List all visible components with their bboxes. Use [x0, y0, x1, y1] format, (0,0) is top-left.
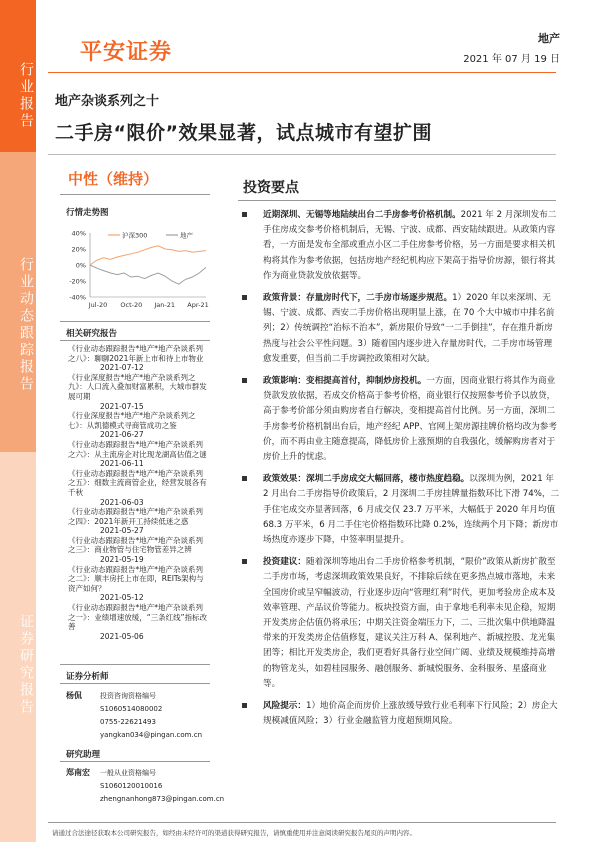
- sidebar-report-class: 证券研究报告: [0, 452, 36, 842]
- legend-label: 地产: [180, 231, 193, 240]
- point-body: 1）地价高企而房价上涨放缓导致行业毛利率下行风险；2）房企大规模减值风险；3）行业金融监管力度超预期风险。: [263, 701, 558, 727]
- analyst-info: [66, 689, 202, 742]
- reports-divider-top: [60, 321, 210, 322]
- point-body: 以深圳为例，2021 年 2 月出台二手房指导价政策后，2 月深圳二手房挂牌量指数环比下滑 74%，二手住宅成交亦显著回落，6 月成交仅 23.7 万平米，大幅低于 2020 年月均值 68.3 万平米，6 月二手住宅价格指数环比降 0.2%，连续两个月下降；新房市场热度亦逐步下降，中签率明显提升。: [263, 474, 560, 546]
- assistant-line: S1060120010016: [100, 782, 163, 790]
- rating-divider: [60, 194, 210, 195]
- point-heading: 政策影响：变相提高首付，抑制炒房投机。: [263, 376, 427, 387]
- analyst-line: 0755-22621493: [100, 718, 156, 726]
- x-tick-label: Jan-21: [154, 301, 175, 309]
- assistant-section-title: 研究助理: [66, 750, 101, 760]
- related-report-title: 《行业动态跟踪报告*地产*地产杂谈系列之三》：商业物管与住宅物管差异之辨: [68, 535, 203, 555]
- related-report-title: 《行业动态跟踪报告*地产*地产杂谈系列之六》：从主流房企对比现龙湖高估值之谜: [68, 439, 207, 459]
- assistant-name: 郑南宏: [66, 768, 90, 777]
- title-divider: [48, 154, 556, 155]
- y-tick-label: -40%: [69, 293, 86, 302]
- point-body: 2021 年 2 月深圳发布二手住房成交参考价格机制后，无锡、宁波、成都、西安陆续跟进。从政策内容看，一方面是发布全部或重点小区二手住房参考价格，另一方面是要求相关机构将其作为参考依据，包括房地产经纪机构应下架高于指导价房源，银行将其作为商业贷款发放依据等。: [263, 210, 557, 281]
- investment-point: [238, 208, 560, 284]
- investment-point: [238, 374, 560, 465]
- related-report-date: 2021-05-12: [100, 593, 144, 603]
- assistant-line: 一般从业资格编号: [100, 769, 156, 777]
- y-tick-label: 0%: [75, 261, 86, 270]
- point-body: 1）2020 年以来深圳、无锡、宁波、成都、西安二手房价格出现明显上涨，在 70 个大中城市中排名前列；2）传统调控“治标不治本”，新房限价导致“一二手倒挂”，存在推升新房热度与社会公平性问题。3）随着国内逐步进入存量房时代，二手房市场管理愈发重要，但当前二手房调控政策相对欠缺。: [263, 293, 555, 364]
- investment-title: 投资要点: [243, 180, 299, 196]
- point-body: 随着深圳等地出台二手房价格参考机制，“限价”政策从新房扩散至二手房市场，考虑深圳政策效果良好，不排除后续在更多热点城市落地，未来全国房价或呈窄幅波动，行业逐步迈向“管理红利”时代，更加考验房企成本及效率管理、产品议价等能力。板块投资方面，由于拿地毛利率未见企稳，短期开发类房企估值仍将承压；中期关注资金端压力下，二、三批次集中供地降温带来的开发类房企估值修复，建议关注万科 A、保利地产、新城控股、龙光集团等；相比开发类房企，我们更看好具备行业空间广阔、业绩及规模维持高增的物管龙头，如碧桂园服务、融创服务、新城悦服务、金科服务、星盛商业等。: [263, 557, 556, 689]
- assistant-divider: [60, 761, 210, 762]
- sidebar-report-type: 行业报告: [0, 0, 36, 152]
- related-reports-title: 相关研究报告: [66, 329, 118, 339]
- related-report-date: 2021-05-27: [100, 526, 144, 536]
- sidebar: [0, 0, 36, 842]
- series-line: [90, 265, 206, 284]
- analyst-email: yangkan034@pingan.com.cn: [100, 731, 203, 739]
- analyst-divider: [60, 683, 210, 684]
- point-heading: 投资建议：: [263, 557, 306, 568]
- related-report-title: 《行业深度报告*地产*地产杂谈系列之九》：人口流入叠加财富累积，大城市群发展可期: [68, 372, 207, 401]
- analyst-section-title: 证券分析师: [66, 672, 109, 682]
- y-tick-label: 40%: [71, 229, 86, 238]
- related-report-date: 2021-06-03: [100, 497, 144, 507]
- footer-disclaimer: 请通过合法途径获取本公司研究报告，如经由未经许可的渠道获得研究报告，请慎重使用并注意阅读研究报告尾页的声明内容。: [52, 829, 416, 837]
- assistant-info: [66, 766, 224, 806]
- assistant-email: zhengnanhong873@pingan.com.cn: [100, 795, 225, 803]
- bullet-square-icon: [242, 378, 247, 383]
- related-report-title: 《行业动态跟踪报告*地产*地产杂谈系列之一》：业绩增速放缓，“三条红线”指标改善: [68, 603, 208, 632]
- page-title: 二手房“限价”效果显著，试点城市有望扩围: [55, 122, 432, 144]
- investment-point: [238, 555, 560, 692]
- investment-points: [238, 208, 560, 737]
- related-report-date: 2021-06-27: [100, 430, 144, 440]
- bullet-square-icon: [242, 476, 247, 481]
- related-report-title: 《行业动态跟踪报告*地产*地产杂谈系列之四》：2021年新开工持续低迷之惑: [68, 507, 203, 526]
- company-logo: 平安证券: [80, 40, 173, 65]
- footer-divider: [48, 822, 556, 823]
- rating-label: 中性（维持）: [68, 170, 159, 188]
- related-reports-list: [68, 344, 208, 641]
- related-report-title: 《行业动态跟踪报告*地产*地产杂谈系列之八》：聊聊2021年新上市和待上市物业: [68, 344, 204, 363]
- reports-divider: [60, 340, 210, 341]
- report-date: 2021 年 07 月 19 日: [463, 54, 560, 65]
- related-report-title: 《行业动态跟踪报告*地产*地产杂谈系列之二》：顺丰房托上市在即，REITs架构与资产如何？: [68, 564, 204, 593]
- market-trend-chart: [62, 225, 210, 315]
- investment-point: [238, 291, 560, 367]
- analyst-divider-top: [60, 664, 210, 665]
- investment-point: [238, 699, 560, 729]
- related-report-title: 《行业动态跟踪报告*地产*地产杂谈系列之五》：细数主流商管企业，经营发展各有千秋: [68, 468, 207, 497]
- series-line: [90, 246, 206, 265]
- legend-label: 沪深300: [122, 231, 148, 240]
- x-tick-label: Jul-20: [88, 301, 108, 309]
- bullet-square-icon: [242, 703, 247, 708]
- point-heading: 政策背景：存量房时代下，二手房市场逐步规范。: [263, 293, 453, 304]
- investment-divider: [238, 200, 556, 201]
- analyst-name: 杨侃: [66, 691, 82, 700]
- related-report-date: 2021-07-12: [100, 363, 144, 373]
- header-divider: [48, 72, 556, 73]
- related-report-date: 2021-07-15: [100, 401, 144, 411]
- related-report-date: 2021-06-11: [100, 459, 144, 469]
- x-tick-label: Apr-21: [187, 301, 209, 309]
- bullet-square-icon: [242, 212, 247, 217]
- investment-point: [238, 472, 560, 548]
- sidebar-report-category: 行业动态跟踪报告: [0, 152, 36, 452]
- point-heading: 政策效果：深圳二手房成交大幅回落，楼市热度趋稳。: [263, 474, 470, 485]
- analyst-line: 投资咨询资格编号: [100, 692, 156, 700]
- related-report-title: 《行业深度报告*地产*地产杂谈系列之七》：从凯德模式寻商管成功之鉴: [68, 411, 196, 430]
- chart-section-title: 行情走势图: [66, 208, 109, 218]
- related-report-date: 2021-05-19: [100, 555, 144, 565]
- related-report-date: 2021-05-06: [100, 631, 144, 641]
- bullet-square-icon: [242, 295, 247, 300]
- analyst-line: S1060514080002: [100, 705, 163, 713]
- series-title: 地产杂谈系列之十: [55, 94, 160, 109]
- sector-label: 地产: [538, 32, 560, 45]
- point-body: 一方面，因商业银行将其作为商业贷款发放依据，若成交价格高于参考价格，商业银行仅按照参考价予以放贷，高于参考价部分须由购房者自行解决，变相提高首付比例。另一方面，深圳二手房参考价格机制出台后，地产经纪 APP、官网上架房源挂牌价格均改为参考价，而不再由业主随意提高，降低房价上涨预期的自我强化，缓解购房者对于房价上升的忧虑。: [263, 376, 557, 463]
- point-heading: 风险提示：: [263, 701, 306, 712]
- y-tick-label: -20%: [69, 277, 86, 286]
- y-tick-label: 20%: [71, 245, 86, 254]
- point-heading: 近期深圳、无锡等地陆续出台二手房参考价格机制。: [263, 210, 461, 220]
- bullet-square-icon: [242, 559, 247, 564]
- x-tick-label: Oct-20: [120, 301, 143, 309]
